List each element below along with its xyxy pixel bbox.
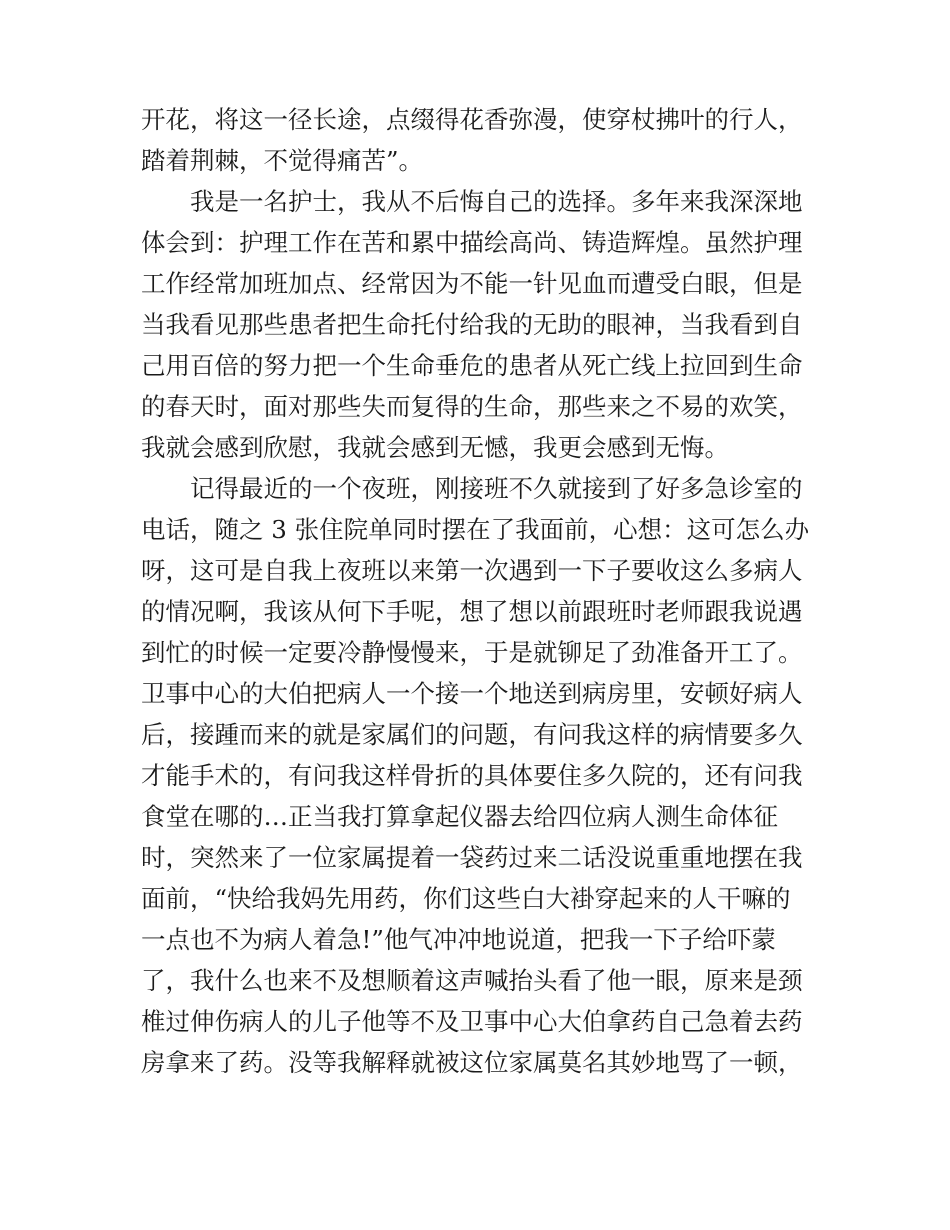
text-line: 己用百倍的努力把一个生命垂危的患者从死亡线上拉回到生命 bbox=[141, 351, 803, 380]
text-line: 当我看见那些患者把生命托付给我的无助的眼神，当我看到自 bbox=[141, 310, 803, 339]
text-line: 的春天时，面对那些失而复得的生命，那些来之不易的欢笑， bbox=[141, 392, 803, 421]
text-line: 才能手术的，有问我这样骨折的具体要住多久院的，还有问我 bbox=[141, 761, 803, 790]
text-line: 一点也不为病人着急!”他气冲冲地说道，把我一下子给吓蒙 bbox=[141, 925, 776, 954]
text-line: 踏着荆棘，不觉得痛苦”。 bbox=[141, 146, 424, 175]
text-line: 房拿来了药。没等我解释就被这位家属莫名其妙地骂了一顿， bbox=[141, 1048, 803, 1077]
text-line: 电话，随之 3 张住院单同时摆在了我面前，心想：这可怎么办 bbox=[141, 515, 810, 544]
text-line: 时，突然来了一位家属提着一袋药过来二话没说重重地摆在我 bbox=[141, 843, 803, 872]
text-line: 了，我什么也来不及想顺着这声喊抬头看了他一眼，原来是颈 bbox=[141, 966, 803, 995]
paragraph-start-line: 记得最近的一个夜班，刚接班不久就接到了好多急诊室的 bbox=[190, 474, 803, 503]
text-line: 后，接踵而来的就是家属们的问题，有问我这样的病情要多久 bbox=[141, 720, 803, 749]
text-line: 体会到：护理工作在苦和累中描绘高尚、铸造辉煌。虽然护理 bbox=[141, 228, 803, 257]
text-line: 我就会感到欣慰，我就会感到无憾，我更会感到无悔。 bbox=[141, 433, 729, 462]
text-line: 工作经常加班加点、经常因为不能一针见血而遭受白眼，但是 bbox=[141, 269, 803, 298]
text-line: 卫事中心的大伯把病人一个接一个地送到病房里，安顿好病人 bbox=[141, 679, 803, 708]
body-text bbox=[141, 99, 821, 1083]
text-line: 开花，将这一径长途，点缀得花香弥漫，使穿杖拂叶的行人， bbox=[141, 105, 803, 134]
text-line: 的情况啊，我该从何下手呢，想了想以前跟班时老师跟我说遇 bbox=[141, 597, 803, 626]
text-line: 食堂在哪的…正当我打算拿起仪器去给四位病人测生命体征 bbox=[141, 802, 778, 831]
text-line: 面前，“快给我妈先用药，你们这些白大褂穿起来的人干嘛的 bbox=[141, 884, 791, 913]
text-line: 到忙的时候一定要冷静慢慢来，于是就铆足了劲准备开工了。 bbox=[141, 638, 803, 667]
text-line: 呀，这可是自我上夜班以来第一次遇到一下子要收这么多病人 bbox=[141, 556, 803, 585]
paragraph-start-line: 我是一名护士，我从不后悔自己的选择。多年来我深深地 bbox=[190, 187, 803, 216]
text-line: 椎过伸伤病人的儿子他等不及卫事中心大伯拿药自己急着去药 bbox=[141, 1007, 803, 1036]
